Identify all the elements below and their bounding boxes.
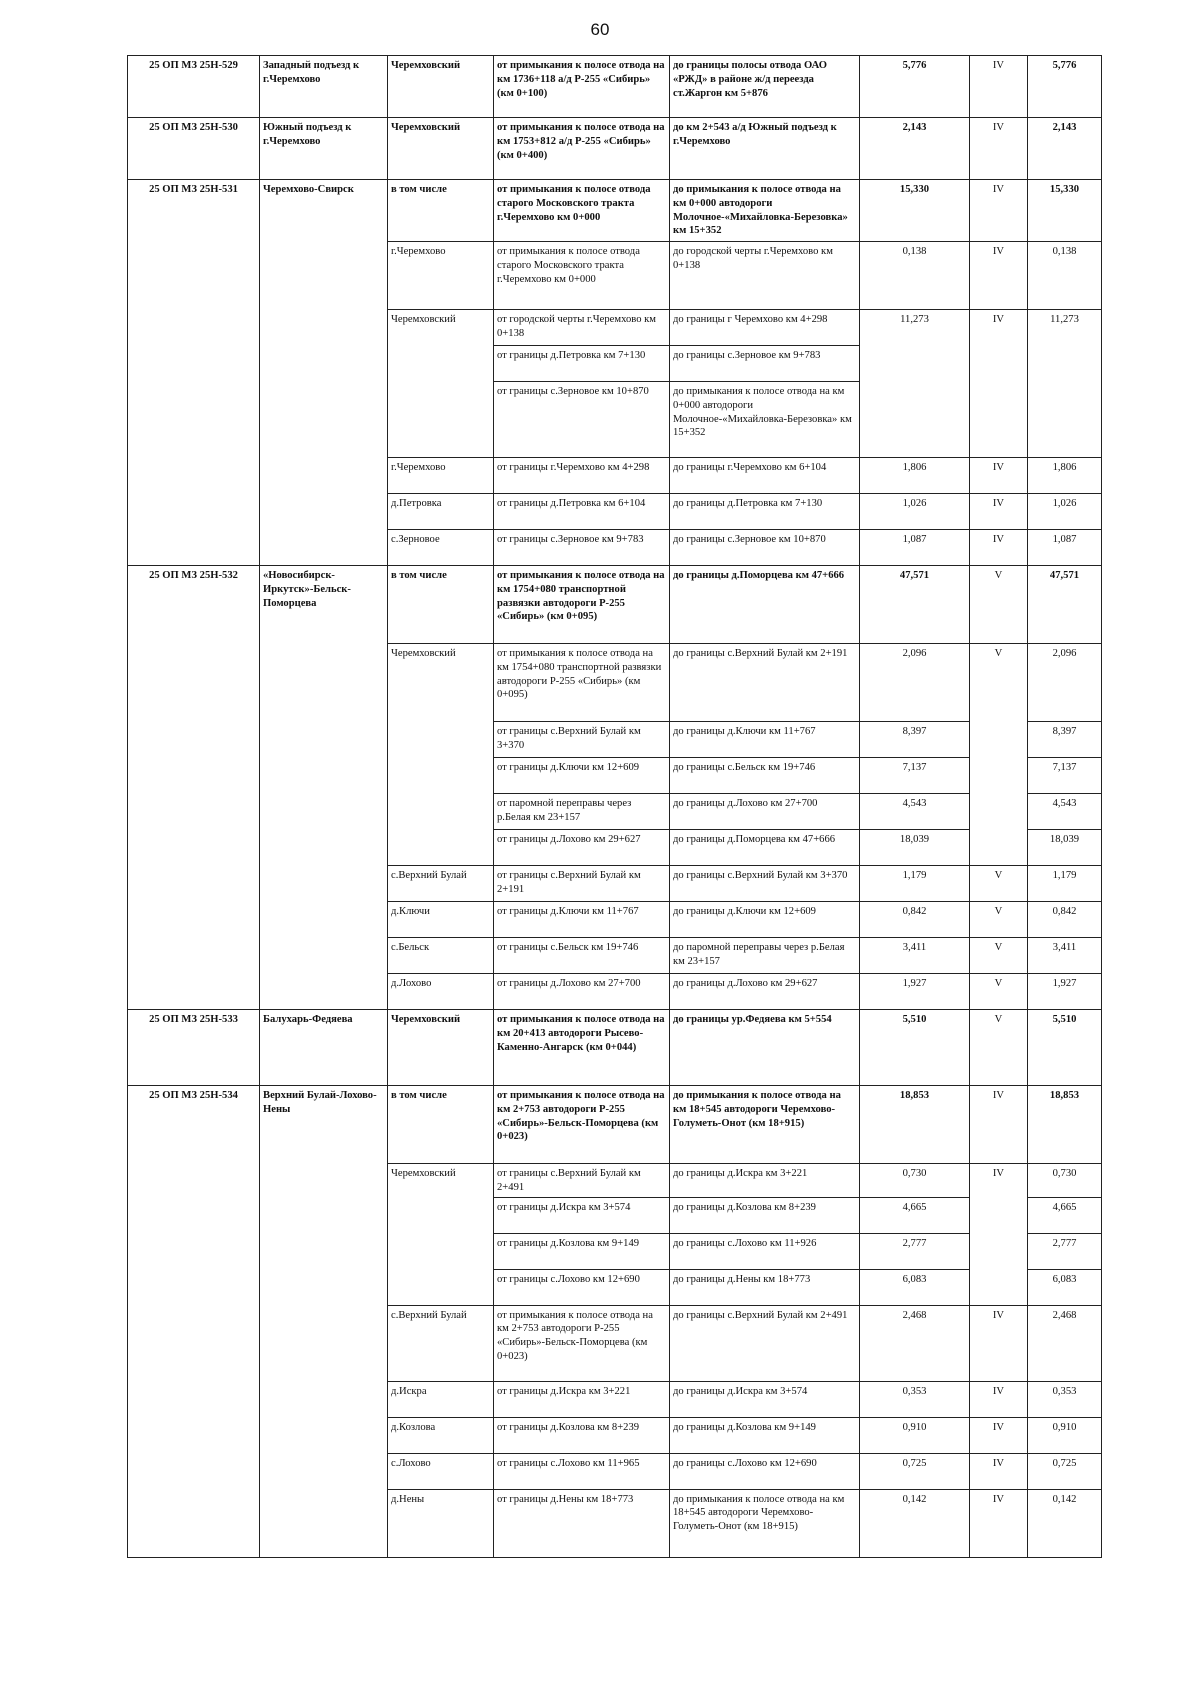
district-cell: с.Верхний Булай [388, 1305, 494, 1381]
district-cell: Черемховский [388, 56, 494, 118]
segment-length-cell: 11,273 [860, 310, 970, 458]
table-row [128, 566, 1102, 644]
segment-length-cell: 5,510 [860, 1010, 970, 1086]
segment-category-cell: IV [970, 118, 1028, 180]
segment-to-cell: до границы д.Поморцева км 47+666 [670, 830, 860, 866]
road-name-cell: Западный подъезд к г.Черемхово [260, 56, 388, 118]
segment-length-cell: 2,468 [860, 1305, 970, 1381]
segment-category-cell: IV [970, 1417, 1028, 1453]
road-name-cell: Южный подъезд к г.Черемхово [260, 118, 388, 180]
district-cell: в том числе [388, 1086, 494, 1164]
segment-length-cell: 3,411 [860, 938, 970, 974]
segment-length-cell: 18,853 [860, 1086, 970, 1164]
segment-to-cell: до границы с.Верхний Булай км 3+370 [670, 866, 860, 902]
segment-from-cell: от границы д.Ключи км 12+609 [494, 758, 670, 794]
district-cell: д.Петровка [388, 494, 494, 530]
segment-from-cell: от границы с.Бельск км 19+746 [494, 938, 670, 974]
segment-category-cell: IV [970, 1305, 1028, 1381]
segment-to-cell: до границы д.Козлова км 9+149 [670, 1417, 860, 1453]
district-cell: в том числе [388, 566, 494, 644]
segment-to-cell: до границы с.Лохово км 11+926 [670, 1233, 860, 1269]
segment-category-cell: V [970, 1010, 1028, 1086]
segment-length-cell: 47,571 [860, 566, 970, 644]
district-cell: с.Лохово [388, 1453, 494, 1489]
segment-from-cell: от границы д.Козлова км 9+149 [494, 1233, 670, 1269]
segment-length-cell: 8,397 [860, 722, 970, 758]
segment-category-cell: V [970, 902, 1028, 938]
segment-local-length-cell: 47,571 [1028, 566, 1102, 644]
segment-from-cell: от границы д.Лохово км 27+700 [494, 974, 670, 1010]
district-cell: в том числе [388, 180, 494, 242]
segment-to-cell: до границы с.Зерновое км 10+870 [670, 530, 860, 566]
segment-to-cell: до границы с.Зерновое км 9+783 [670, 346, 860, 382]
segment-length-cell: 2,143 [860, 118, 970, 180]
segment-to-cell: до границы д.Лохово км 27+700 [670, 794, 860, 830]
segment-to-cell: до границы с.Бельск км 19+746 [670, 758, 860, 794]
segment-local-length-cell: 1,179 [1028, 866, 1102, 902]
segment-local-length-cell: 4,665 [1028, 1197, 1102, 1233]
segment-from-cell: от границы д.Искра км 3+221 [494, 1381, 670, 1417]
segment-to-cell: до границы с.Лохово км 12+690 [670, 1453, 860, 1489]
segment-category-cell: IV [970, 56, 1028, 118]
segment-category-cell: V [970, 974, 1028, 1010]
segment-category-cell: V [970, 644, 1028, 866]
road-name-cell: Верхний Булай-Лохово-Нены [260, 1086, 388, 1558]
road-id-cell: 25 ОП МЗ 25Н-533 [128, 1010, 260, 1086]
road-name-cell: «Новосибирск-Иркутск»-Бельск-Поморцева [260, 566, 388, 1010]
segment-from-cell: от границы с.Верхний Булай км 3+370 [494, 722, 670, 758]
table-row [128, 118, 1102, 180]
segment-local-length-cell: 0,730 [1028, 1164, 1102, 1198]
segment-local-length-cell: 5,510 [1028, 1010, 1102, 1086]
district-cell: Черемховский [388, 644, 494, 866]
segment-length-cell: 7,137 [860, 758, 970, 794]
district-cell: д.Ключи [388, 902, 494, 938]
segment-local-length-cell: 0,725 [1028, 1453, 1102, 1489]
district-cell: с.Бельск [388, 938, 494, 974]
segment-category-cell: IV [970, 494, 1028, 530]
segment-to-cell: до границы д.Нены км 18+773 [670, 1269, 860, 1305]
road-id-cell: 25 ОП МЗ 25Н-529 [128, 56, 260, 118]
segment-from-cell: от границы с.Верхний Булай км 2+191 [494, 866, 670, 902]
segment-local-length-cell: 3,411 [1028, 938, 1102, 974]
segment-to-cell: до границы ур.Федяева км 5+554 [670, 1010, 860, 1086]
table-row [128, 180, 1102, 242]
segment-length-cell: 0,138 [860, 242, 970, 310]
segment-local-length-cell: 4,543 [1028, 794, 1102, 830]
segment-local-length-cell: 0,910 [1028, 1417, 1102, 1453]
segment-from-cell: от границы с.Зерновое км 9+783 [494, 530, 670, 566]
segment-to-cell: до примыкания к полосе отвода на км 18+545 автодороги Черемхово-Голуметь-Онот (км 18+915) [670, 1086, 860, 1164]
segment-local-length-cell: 0,353 [1028, 1381, 1102, 1417]
segment-length-cell: 0,910 [860, 1417, 970, 1453]
segment-to-cell: до границы д.Петровка км 7+130 [670, 494, 860, 530]
segment-local-length-cell: 2,096 [1028, 644, 1102, 722]
segment-category-cell: IV [970, 1164, 1028, 1306]
segment-category-cell: IV [970, 242, 1028, 310]
segment-length-cell: 1,927 [860, 974, 970, 1010]
segment-to-cell: до границы полосы отвода ОАО «РЖД» в районе ж/д переезда ст.Жаргон км 5+876 [670, 56, 860, 118]
segment-from-cell: от примыкания к полосе отвода на км 1736+118 а/д Р-255 «Сибирь» (км 0+100) [494, 56, 670, 118]
segment-to-cell: до границы д.Лохово км 29+627 [670, 974, 860, 1010]
table-row [128, 56, 1102, 118]
segment-length-cell: 2,096 [860, 644, 970, 722]
segment-local-length-cell: 15,330 [1028, 180, 1102, 242]
segment-local-length-cell: 18,039 [1028, 830, 1102, 866]
segment-length-cell: 4,543 [860, 794, 970, 830]
segment-category-cell: IV [970, 310, 1028, 458]
segment-length-cell: 0,353 [860, 1381, 970, 1417]
segment-category-cell: IV [970, 1086, 1028, 1164]
district-cell: с.Зерновое [388, 530, 494, 566]
table-row [128, 1010, 1102, 1086]
district-cell: д.Лохово [388, 974, 494, 1010]
segment-length-cell: 0,730 [860, 1164, 970, 1198]
segment-local-length-cell: 6,083 [1028, 1269, 1102, 1305]
segment-local-length-cell: 0,142 [1028, 1489, 1102, 1557]
segment-to-cell: до границы д.Ключи км 12+609 [670, 902, 860, 938]
segment-local-length-cell: 2,143 [1028, 118, 1102, 180]
segment-from-cell: от примыкания к полосе отвода старого Московского тракта г.Черемхово км 0+000 [494, 242, 670, 310]
road-id-cell: 25 ОП МЗ 25Н-530 [128, 118, 260, 180]
segment-category-cell: IV [970, 458, 1028, 494]
segment-from-cell: от примыкания к полосе отвода на км 20+413 автодороги Рысево-Каменно-Ангарск (км 0+044) [494, 1010, 670, 1086]
segment-to-cell: до границы с.Верхний Булай км 2+191 [670, 644, 860, 722]
segment-from-cell: от границы с.Зерновое км 10+870 [494, 382, 670, 458]
district-cell: Черемховский [388, 1010, 494, 1086]
segment-from-cell: от границы д.Искра км 3+574 [494, 1197, 670, 1233]
segment-from-cell: от границы д.Козлова км 8+239 [494, 1417, 670, 1453]
segment-to-cell: до границы д.Ключи км 11+767 [670, 722, 860, 758]
segment-length-cell: 15,330 [860, 180, 970, 242]
segment-local-length-cell: 2,777 [1028, 1233, 1102, 1269]
road-name-cell: Черемхово-Свирск [260, 180, 388, 566]
road-id-cell: 25 ОП МЗ 25Н-531 [128, 180, 260, 566]
segment-local-length-cell: 1,806 [1028, 458, 1102, 494]
segment-to-cell: до км 2+543 а/д Южный подъезд к г.Черемхово [670, 118, 860, 180]
segment-category-cell: V [970, 866, 1028, 902]
segment-local-length-cell: 18,853 [1028, 1086, 1102, 1164]
segment-to-cell: до паромной переправы через р.Белая км 23+157 [670, 938, 860, 974]
segment-category-cell: IV [970, 1453, 1028, 1489]
road-id-cell: 25 ОП МЗ 25Н-534 [128, 1086, 260, 1558]
segment-length-cell: 0,142 [860, 1489, 970, 1557]
segment-from-cell: от границы с.Лохово км 11+965 [494, 1453, 670, 1489]
district-cell: д.Нены [388, 1489, 494, 1557]
district-cell: с.Верхний Булай [388, 866, 494, 902]
segment-from-cell: от городской черты г.Черемхово км 0+138 [494, 310, 670, 346]
segment-to-cell: до границы д.Искра км 3+574 [670, 1381, 860, 1417]
district-cell: Черемховский [388, 310, 494, 458]
segment-local-length-cell: 1,026 [1028, 494, 1102, 530]
segment-to-cell: до границы д.Поморцева км 47+666 [670, 566, 860, 644]
segment-length-cell: 5,776 [860, 56, 970, 118]
page-number: 60 [590, 20, 610, 39]
segment-to-cell: до границы г Черемхово км 4+298 [670, 310, 860, 346]
segment-from-cell: от примыкания к полосе отвода на км 2+753 автодороги Р-255 «Сибирь»-Бельск-Поморцева (км 0+023) [494, 1305, 670, 1381]
district-cell: Черемховский [388, 1164, 494, 1306]
district-cell: г.Черемхово [388, 242, 494, 310]
segment-from-cell: от примыкания к полосе отвода старого Московского тракта г.Черемхово км 0+000 [494, 180, 670, 242]
segment-to-cell: до городской черты г.Черемхово км 0+138 [670, 242, 860, 310]
segment-local-length-cell: 11,273 [1028, 310, 1102, 458]
segment-to-cell: до примыкания к полосе отвода на км 0+000 автодороги Молочное-«Михайловка-Березовка» км 15+352 [670, 180, 860, 242]
segment-length-cell: 1,806 [860, 458, 970, 494]
segment-length-cell: 0,725 [860, 1453, 970, 1489]
segment-length-cell: 1,179 [860, 866, 970, 902]
segment-length-cell: 4,665 [860, 1197, 970, 1233]
segment-from-cell: от паромной переправы через р.Белая км 23+157 [494, 794, 670, 830]
segment-category-cell: V [970, 938, 1028, 974]
segment-local-length-cell: 8,397 [1028, 722, 1102, 758]
segment-from-cell: от границы с.Лохово км 12+690 [494, 1269, 670, 1305]
segment-local-length-cell: 7,137 [1028, 758, 1102, 794]
segment-length-cell: 18,039 [860, 830, 970, 866]
segment-from-cell: от границы с.Верхний Булай км 2+491 [494, 1164, 670, 1198]
segment-from-cell: от границы д.Ключи км 11+767 [494, 902, 670, 938]
segment-category-cell: V [970, 566, 1028, 644]
segment-category-cell: IV [970, 1381, 1028, 1417]
segment-to-cell: до границы д.Козлова км 8+239 [670, 1197, 860, 1233]
road-id-cell: 25 ОП МЗ 25Н-532 [128, 566, 260, 1010]
segment-to-cell: до примыкания к полосе отвода на км 18+545 автодороги Черемхово-Голуметь-Онот (км 18+915) [670, 1489, 860, 1557]
segment-local-length-cell: 2,468 [1028, 1305, 1102, 1381]
district-cell: г.Черемхово [388, 458, 494, 494]
segment-category-cell: IV [970, 1489, 1028, 1557]
segment-to-cell: до примыкания к полосе отвода на км 0+000 автодороги Молочное-«Михайловка-Березовка» км 15+352 [670, 382, 860, 458]
district-cell: д.Козлова [388, 1417, 494, 1453]
segment-length-cell: 0,842 [860, 902, 970, 938]
district-cell: д.Искра [388, 1381, 494, 1417]
table-row [128, 1086, 1102, 1164]
road-name-cell: Балухарь-Федяева [260, 1010, 388, 1086]
segment-from-cell: от примыкания к полосе отвода на км 1754+080 транспортной развязки автодороги Р-255 «Сибирь» (км 0+095) [494, 566, 670, 644]
segment-from-cell: от границы д.Петровка км 6+104 [494, 494, 670, 530]
segment-from-cell: от примыкания к полосе отвода на км 1753+812 а/д Р-255 «Сибирь» (км 0+400) [494, 118, 670, 180]
segment-local-length-cell: 5,776 [1028, 56, 1102, 118]
segment-category-cell: IV [970, 180, 1028, 242]
segment-length-cell: 6,083 [860, 1269, 970, 1305]
roads-table [127, 55, 1102, 1558]
segment-from-cell: от границы д.Нены км 18+773 [494, 1489, 670, 1557]
district-cell: Черемховский [388, 118, 494, 180]
segment-to-cell: до границы д.Искра км 3+221 [670, 1164, 860, 1198]
segment-length-cell: 2,777 [860, 1233, 970, 1269]
segment-from-cell: от границы д.Лохово км 29+627 [494, 830, 670, 866]
segment-length-cell: 1,026 [860, 494, 970, 530]
segment-to-cell: до границы с.Верхний Булай км 2+491 [670, 1305, 860, 1381]
segment-local-length-cell: 0,842 [1028, 902, 1102, 938]
segment-local-length-cell: 0,138 [1028, 242, 1102, 310]
segment-length-cell: 1,087 [860, 530, 970, 566]
segment-from-cell: от примыкания к полосе отвода на км 2+753 автодороги Р-255 «Сибирь»-Бельск-Поморцева (км 0+023) [494, 1086, 670, 1164]
segment-from-cell: от границы д.Петровка км 7+130 [494, 346, 670, 382]
segment-from-cell: от примыкания к полосе отвода на км 1754+080 транспортной развязки автодороги Р-255 «Сибирь» (км 0+095) [494, 644, 670, 722]
segment-local-length-cell: 1,927 [1028, 974, 1102, 1010]
segment-from-cell: от границы г.Черемхово км 4+298 [494, 458, 670, 494]
segment-to-cell: до границы г.Черемхово км 6+104 [670, 458, 860, 494]
segment-local-length-cell: 1,087 [1028, 530, 1102, 566]
segment-category-cell: IV [970, 530, 1028, 566]
